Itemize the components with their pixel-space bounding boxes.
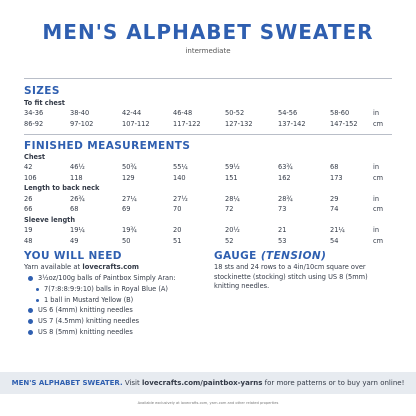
unit-label: cm xyxy=(373,205,384,213)
size-value: 21¼ xyxy=(330,226,345,234)
size-value: 42 xyxy=(24,163,33,171)
size-value: 137-142 xyxy=(278,120,306,128)
size-value: 51 xyxy=(173,236,182,245)
size-value: 70 xyxy=(173,205,182,213)
material-item xyxy=(24,284,204,295)
size-value: 73 xyxy=(278,205,287,213)
bullet-icon xyxy=(28,276,33,281)
materials-list xyxy=(24,273,204,338)
unit-label: cm xyxy=(373,173,384,182)
unit-label: in xyxy=(373,194,380,203)
size-value: 68 xyxy=(70,205,79,213)
unit-label: cm xyxy=(373,236,384,245)
bullet-icon xyxy=(28,308,33,313)
length-in-row xyxy=(24,195,384,205)
size-value: 50¾ xyxy=(122,163,137,171)
size-value: 118 xyxy=(70,173,83,182)
footer-visit: Visit xyxy=(122,379,142,387)
footer-text xyxy=(0,379,416,387)
size-value: 27½ xyxy=(173,194,188,203)
size-value: 117-122 xyxy=(173,120,201,128)
size-value: 127-132 xyxy=(225,120,253,128)
legal-notice: Available exclusively at lovecrafts.com, yarn.com and other related properties xyxy=(137,401,279,405)
size-value: 42-44 xyxy=(122,109,142,117)
size-value: 86-92 xyxy=(24,120,44,128)
size-value: 72 xyxy=(225,205,234,213)
size-value: 173 xyxy=(330,173,343,182)
size-value: 26 xyxy=(24,194,33,203)
chest-in-row xyxy=(24,163,384,173)
gauge-heading xyxy=(214,250,326,262)
difficulty-label: intermediate xyxy=(185,47,231,55)
size-value: 63¾ xyxy=(278,163,293,171)
footer-band xyxy=(0,372,416,394)
divider xyxy=(24,78,392,79)
bullet-icon xyxy=(36,299,39,302)
you-will-need-heading: YOU WILL NEED xyxy=(24,250,122,262)
size-value: 151 xyxy=(225,173,238,182)
chest-cm-row xyxy=(24,174,384,184)
size-value: 59½ xyxy=(225,163,240,171)
bullet-icon xyxy=(28,319,33,324)
bullet-icon xyxy=(36,288,39,291)
chest-label: Chest xyxy=(24,153,46,161)
size-value: 28¼ xyxy=(225,194,240,203)
footer-title: MEN'S ALPHABET SWEATER. xyxy=(11,379,123,387)
material-text: US 7 (4.5mm) knitting needles xyxy=(38,317,140,326)
finished-measurements-heading: FINISHED MEASUREMENTS xyxy=(24,140,191,152)
size-value: 106 xyxy=(24,173,37,182)
sleeve-in-row xyxy=(24,226,384,236)
size-value: 27¼ xyxy=(122,194,137,203)
size-value: 46½ xyxy=(70,163,85,171)
size-value: 20 xyxy=(173,226,182,234)
size-value: 48 xyxy=(24,236,33,245)
size-value: 107-112 xyxy=(122,120,150,128)
bullet-icon xyxy=(28,330,33,335)
material-item xyxy=(24,273,204,284)
material-text: 7(7:8:8:9:9:10) balls in Royal Blue (A) xyxy=(44,284,168,293)
to-fit-chest-label: To fit chest xyxy=(24,99,65,107)
footer-link[interactable]: lovecrafts.com/paintbox-yarns xyxy=(141,379,263,387)
size-value: 97-102 xyxy=(70,120,94,128)
lovecrafts-link[interactable]: lovecrafts.com xyxy=(82,263,139,271)
sizes-in-row xyxy=(24,109,384,119)
size-value: 19¼ xyxy=(70,226,85,234)
size-value: 54 xyxy=(330,236,339,245)
sizes-cm-row xyxy=(24,120,384,130)
size-value: 29 xyxy=(330,194,339,203)
size-value: 38-40 xyxy=(70,109,90,117)
sleeve-label: Sleeve length xyxy=(24,215,76,224)
length-cm-row xyxy=(24,205,384,215)
sizes-heading: SIZES xyxy=(24,85,60,97)
footer-suffix: for more patterns or to buy yarn online! xyxy=(262,379,405,387)
size-value: 52 xyxy=(225,236,234,245)
divider xyxy=(24,134,392,135)
pattern-title: MEN'S ALPHABET SWEATER xyxy=(42,20,374,44)
size-value: 68 xyxy=(330,163,339,171)
material-text: 1 ball in Mustard Yellow (B) xyxy=(44,295,134,304)
gauge-heading-main: GAUGE xyxy=(214,250,257,262)
unit-label: in xyxy=(373,226,380,234)
size-value: 58-60 xyxy=(330,109,350,117)
material-item xyxy=(24,327,204,338)
sleeve-cm-row xyxy=(24,237,384,247)
length-label: Length to back neck xyxy=(24,184,100,192)
size-value: 162 xyxy=(278,173,291,182)
material-item xyxy=(24,305,204,316)
size-value: 147-152 xyxy=(330,120,358,128)
size-value: 129 xyxy=(122,173,135,182)
unit-label: in xyxy=(373,109,380,117)
size-value: 50-52 xyxy=(225,109,245,117)
material-text: 3½oz/100g balls of Paintbox Simply Aran: xyxy=(38,274,176,282)
size-value: 54-56 xyxy=(278,109,298,117)
gauge-text: 18 sts and 24 rows to a 4in/10cm square over stockinette (stocking) stitch using US 8 (5mm) knitting needles. xyxy=(214,263,368,290)
unit-label: in xyxy=(373,163,380,171)
size-value: 20½ xyxy=(225,226,240,234)
size-value: 26¾ xyxy=(70,194,85,203)
size-value: 69 xyxy=(122,205,131,213)
unit-label: cm xyxy=(373,120,384,128)
size-value: 19¾ xyxy=(122,226,137,234)
material-text: US 6 (4mm) knitting needles xyxy=(38,306,133,315)
size-value: 21 xyxy=(278,226,287,234)
size-value: 140 xyxy=(173,173,186,182)
size-value: 49 xyxy=(70,236,79,245)
size-value: 55¼ xyxy=(173,163,188,171)
size-value: 28¾ xyxy=(278,194,293,203)
size-value: 53 xyxy=(278,236,287,245)
gauge-heading-italic: (TENSION) xyxy=(260,250,327,262)
material-item xyxy=(24,295,204,306)
size-value: 74 xyxy=(330,205,339,213)
size-value: 46-48 xyxy=(173,109,193,117)
size-value: 66 xyxy=(24,205,33,213)
yarn-availability-text: Yarn available at xyxy=(24,263,83,271)
material-item xyxy=(24,316,204,327)
size-value: 19 xyxy=(24,226,33,234)
size-value: 34-36 xyxy=(24,109,44,117)
material-text: US 8 (5mm) knitting needles xyxy=(38,327,133,336)
yarn-availability xyxy=(24,263,139,271)
size-value: 50 xyxy=(122,236,131,245)
